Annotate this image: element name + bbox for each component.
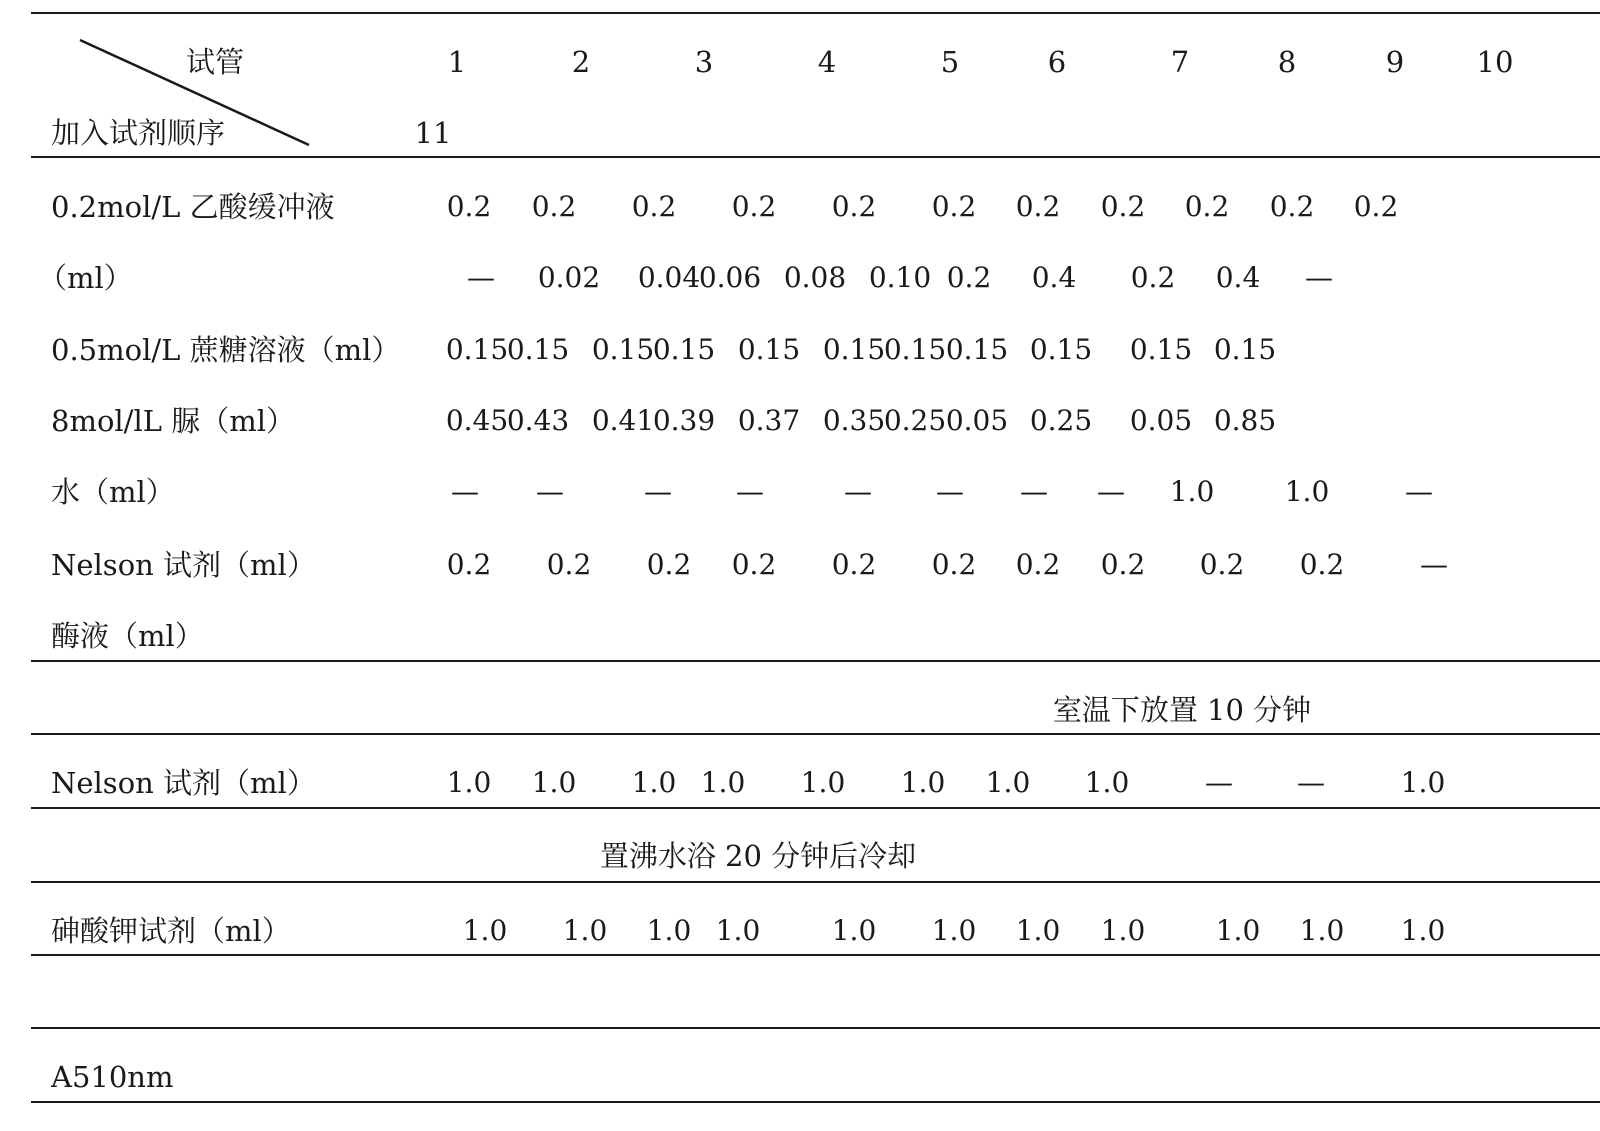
table-rule (31, 807, 1600, 809)
table-cell: 1.0 (1400, 914, 1446, 947)
row-label-sucrose: 0.5mol/L 蔗糖溶液（ml） (51, 333, 401, 367)
table-cell: 1.0 (531, 766, 577, 799)
table-cell: 0.15 (1129, 333, 1193, 366)
table-cell: 0.25 (883, 404, 947, 437)
table-cell: — (644, 475, 672, 508)
table-cell: 1.0 (931, 914, 977, 947)
step-boiling-water-bath: 置沸水浴 20 分钟后冷却 (599, 839, 917, 873)
tube-number: 9 (1385, 45, 1405, 79)
table-cell: 0.2 (946, 261, 992, 294)
row-label-water: 水（ml） (51, 475, 175, 509)
table-cell: 1.0 (700, 766, 746, 799)
table-cell: 0.85 (1213, 404, 1277, 437)
table-cell: 0.04 (637, 261, 701, 294)
table-cell: 1.0 (646, 914, 692, 947)
table-cell: 0.15 (1213, 333, 1277, 366)
table-cell: — (736, 475, 764, 508)
table-cell: 1.0 (800, 766, 846, 799)
tube-number: 4 (817, 45, 837, 79)
table-rule (31, 733, 1600, 735)
table-cell: 0.15 (945, 333, 1009, 366)
table-cell: — (1420, 548, 1448, 581)
table-cell: 0.2 (1100, 190, 1146, 223)
tube-number: 5 (940, 45, 960, 79)
table-cell: 1.0 (715, 914, 761, 947)
table-cell: 0.15 (822, 333, 886, 366)
table-cell: 0.02 (537, 261, 601, 294)
table-cell: 0.15 (652, 333, 716, 366)
table-cell: 0.2 (446, 190, 492, 223)
table-cell: 0.05 (945, 404, 1009, 437)
table-cell: 0.2 (931, 190, 977, 223)
tube-number: 2 (571, 45, 591, 79)
table-cell: 0.15 (445, 333, 509, 366)
table-cell: — (1405, 475, 1433, 508)
tube-number: 11 (414, 116, 452, 150)
table-cell: — (467, 261, 495, 294)
tube-number: 3 (694, 45, 714, 79)
table-cell: 0.2 (446, 548, 492, 581)
row-label-nelson-2: Nelson 试剂（ml） (51, 766, 316, 800)
table-rule (31, 1027, 1600, 1029)
table-cell: 0.15 (591, 333, 655, 366)
tube-number: 8 (1277, 45, 1297, 79)
table-cell: — (936, 475, 964, 508)
step-room-temperature: 室温下放置 10 分钟 (1052, 693, 1312, 727)
table-cell: 0.41 (591, 404, 655, 437)
table-cell: 1.0 (1215, 914, 1261, 947)
header-diagonal-line (0, 0, 1600, 200)
table-rule (31, 954, 1600, 956)
table-cell: 0.2 (931, 548, 977, 581)
table-cell: — (451, 475, 479, 508)
table-cell: 0.37 (737, 404, 801, 437)
table-cell: 0.43 (506, 404, 570, 437)
table-cell: 1.0 (1084, 766, 1130, 799)
row-label-urea: 8mol/lL 脲（ml） (51, 404, 295, 438)
table-cell: — (1097, 475, 1125, 508)
table-rule (31, 881, 1600, 883)
table-cell: 1.0 (900, 766, 946, 799)
header-reagent-order-label: 加入试剂顺序 (51, 116, 226, 150)
table-cell: 0.25 (1029, 404, 1093, 437)
table-cell: 0.4 (1215, 261, 1261, 294)
table-cell: 0.2 (831, 548, 877, 581)
table-cell: 0.2 (1015, 548, 1061, 581)
table-cell: 0.2 (1299, 548, 1345, 581)
table-cell: 0.35 (822, 404, 886, 437)
table-cell: 0.06 (698, 261, 762, 294)
table-cell: 1.0 (1400, 766, 1446, 799)
table-cell: 0.15 (506, 333, 570, 366)
table-cell: 0.15 (1029, 333, 1093, 366)
table-cell: — (1020, 475, 1048, 508)
table-cell: 0.4 (1031, 261, 1077, 294)
table-cell: 0.2 (531, 190, 577, 223)
table-cell: 1.0 (1100, 914, 1146, 947)
table-cell: 1.0 (1169, 475, 1215, 508)
table-cell: 0.05 (1129, 404, 1193, 437)
table-rule-bottom (31, 1101, 1600, 1103)
table-cell: 1.0 (1284, 475, 1330, 508)
table-cell: 0.2 (831, 190, 877, 223)
row-label-nelson-1: Nelson 试剂（ml） (51, 548, 316, 582)
table-cell: 1.0 (831, 914, 877, 947)
table-cell: 0.10 (868, 261, 932, 294)
table-cell: — (844, 475, 872, 508)
table-cell: 1.0 (562, 914, 608, 947)
table-cell: 0.2 (646, 548, 692, 581)
table-cell: 0.15 (883, 333, 947, 366)
table-cell: 1.0 (1015, 914, 1061, 947)
table-cell: 1.0 (462, 914, 508, 947)
table-cell: 1.0 (1299, 914, 1345, 947)
table-cell: 0.2 (1269, 190, 1315, 223)
tube-number: 1 (447, 45, 467, 79)
table-cell: — (1297, 766, 1325, 799)
table-cell: 1.0 (446, 766, 492, 799)
table-cell: 0.2 (546, 548, 592, 581)
row-label-enzyme: 酶液（ml） (51, 619, 204, 653)
table-cell: 0.39 (652, 404, 716, 437)
table-cell: 0.2 (731, 548, 777, 581)
table-cell: 0.2 (1015, 190, 1061, 223)
table-cell: 0.2 (1184, 190, 1230, 223)
tube-number: 6 (1047, 45, 1067, 79)
table-cell: 0.45 (445, 404, 509, 437)
row-label-absorbance: A510nm (51, 1060, 174, 1094)
table-cell: — (1205, 766, 1233, 799)
row-label-arsenate: 砷酸钾试剂（ml） (51, 914, 291, 948)
table-cell: 0.2 (1130, 261, 1176, 294)
table-cell: 0.2 (1100, 548, 1146, 581)
table-cell: 0.2 (631, 190, 677, 223)
table-cell: — (536, 475, 564, 508)
table-cell: 0.2 (1199, 548, 1245, 581)
table-rule (31, 660, 1600, 662)
table-cell: 0.15 (737, 333, 801, 366)
header-tube-label: 试管 (185, 45, 245, 79)
row-label-ml-unit: （ml） (38, 261, 133, 295)
table-cell: 1.0 (985, 766, 1031, 799)
table-cell: 1.0 (631, 766, 677, 799)
tube-number: 10 (1476, 45, 1514, 79)
table-cell: — (1305, 261, 1333, 294)
table-cell: 0.08 (783, 261, 847, 294)
tube-number: 7 (1170, 45, 1190, 79)
row-label-acetate-buffer: 0.2mol/L 乙酸缓冲液 (51, 190, 335, 224)
table-cell: 0.2 (731, 190, 777, 223)
table-cell: 0.2 (1353, 190, 1399, 223)
